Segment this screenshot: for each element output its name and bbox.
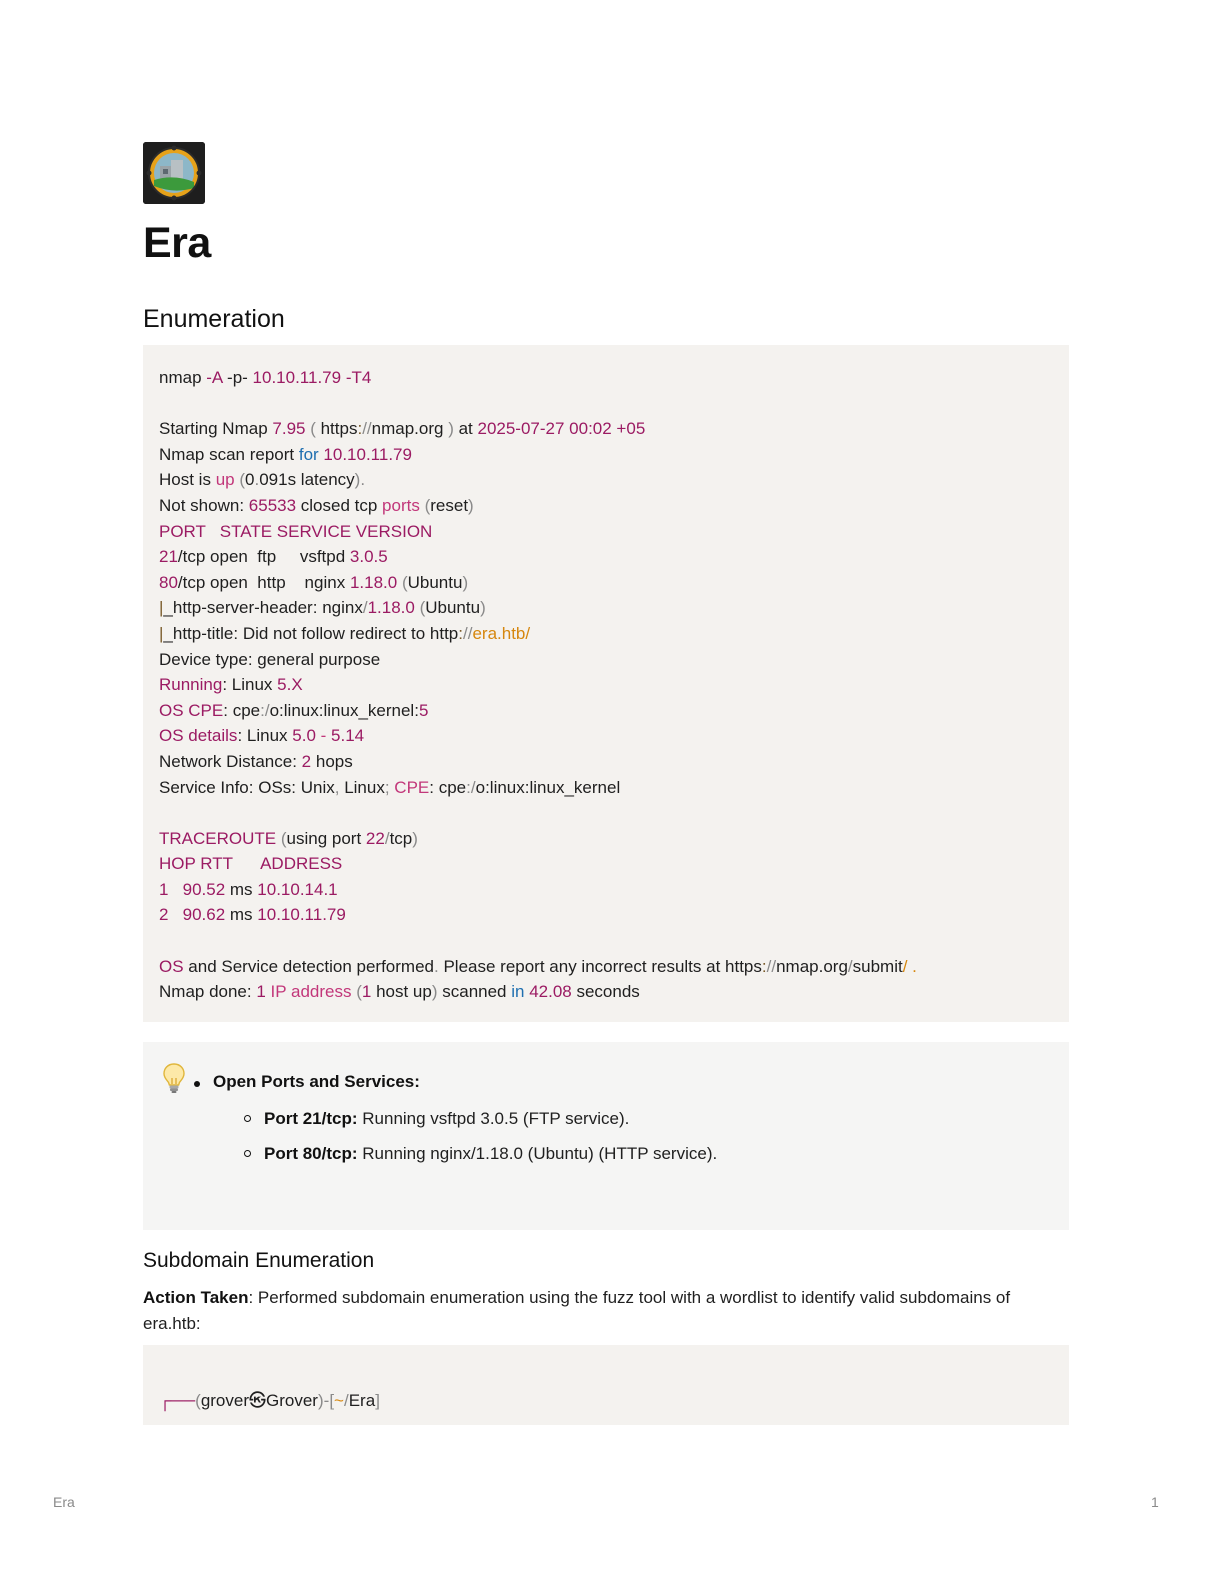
code-line — [159, 723, 1053, 749]
code-token: : — [429, 777, 439, 797]
code-token: OSs — [258, 777, 292, 797]
code-token: ) — [462, 572, 469, 592]
code-token: : — [247, 649, 258, 669]
action-label: Action Taken — [143, 1288, 249, 1307]
code-token: OS — [159, 956, 189, 976]
code-token: 1.18.0 — [349, 572, 402, 592]
code-line — [159, 570, 1053, 596]
code-token: : — [239, 495, 249, 515]
code-token: :/ — [466, 777, 476, 797]
port-description: Running nginx/1.18.0 (Ubuntu) (HTTP service). — [357, 1144, 718, 1163]
code-token: -p- — [227, 368, 253, 387]
code-token: Device type — [159, 649, 248, 669]
code-token: nginx — [322, 598, 363, 618]
code-token: era.htb/ — [472, 623, 531, 643]
code-token: 5 — [418, 700, 429, 720]
code-token: linux_kernel — [529, 777, 621, 797]
code-token: _http-title — [163, 623, 234, 643]
code-line — [159, 851, 1053, 877]
code-token: : — [292, 751, 302, 771]
code-token: | — [159, 598, 164, 618]
code-token: Linux — [344, 777, 385, 797]
code-token: 10.10.14.1 — [257, 879, 338, 899]
code-token: : — [458, 623, 463, 643]
hollow-bullet-icon — [244, 1150, 251, 1157]
code-token: . — [254, 470, 260, 490]
code-token: ~ — [334, 1391, 344, 1410]
code-token: 5.X — [277, 675, 303, 695]
code-token: : — [248, 777, 259, 797]
callout-list-item — [213, 1072, 420, 1092]
code-token: Linux — [246, 726, 293, 746]
code-token: 90.52 — [182, 879, 230, 899]
code-token: ). — [354, 470, 366, 490]
code-token: 10.10.11.79 — [257, 905, 346, 925]
code-token: https — [320, 419, 358, 439]
code-token: submit — [852, 956, 903, 976]
code-token: linux — [283, 700, 319, 720]
code-token: : — [237, 726, 247, 746]
code-token: Era — [348, 1391, 376, 1410]
code-token: / — [384, 828, 390, 848]
code-token: // — [362, 419, 372, 439]
code-line — [159, 493, 1053, 519]
code-token: ] — [375, 1391, 380, 1410]
code-token: ㉿ — [249, 1391, 266, 1410]
code-token: TRACEROUTE — [159, 828, 281, 848]
code-line — [159, 902, 1053, 928]
code-token: reset — [430, 495, 469, 515]
code-token: cpe — [232, 700, 261, 720]
code-line — [159, 647, 1053, 673]
footer-title: Era — [53, 1494, 75, 1510]
code-token: 0 — [245, 470, 255, 490]
code-token: : — [279, 700, 284, 720]
code-token: /tcp open http nginx — [177, 572, 350, 592]
code-token: - — [323, 1391, 330, 1410]
code-token: // — [463, 623, 473, 643]
code-line — [159, 775, 1053, 801]
code-token: / — [362, 598, 368, 618]
code-token: OS CPE — [159, 700, 224, 720]
code-token: Host is — [159, 470, 216, 490]
code-token: nmap.org — [776, 956, 848, 976]
code-token: : — [761, 956, 767, 976]
code-token: 5.0 — [292, 726, 321, 746]
code-token: ms — [229, 879, 258, 899]
code-token: : — [524, 777, 530, 797]
code-token: o — [269, 700, 280, 720]
code-token: / . — [902, 956, 917, 976]
code-token: ( — [239, 470, 245, 490]
code-token: closed tcp — [300, 495, 383, 515]
code-token: 091s latency — [259, 470, 355, 490]
code-token: ┌── — [159, 1391, 196, 1410]
code-token: 1 — [256, 982, 271, 1002]
code-token: /tcp open ftp vsftpd — [177, 547, 350, 567]
code-line — [159, 442, 1053, 468]
code-token: nmap — [159, 368, 207, 387]
code-token: seconds — [576, 982, 640, 1002]
code-token: 2 — [301, 751, 316, 771]
callout-sub-item — [264, 1109, 629, 1129]
code-token: for — [298, 444, 324, 464]
code-token: in — [511, 982, 530, 1002]
code-line — [159, 979, 1053, 1005]
code-token: ) — [317, 1391, 324, 1410]
code-token: // — [766, 956, 777, 976]
code-token: 10.10.11.79 — [252, 368, 346, 387]
code-token: o — [475, 777, 486, 797]
code-token: Grover — [266, 1391, 318, 1410]
page-number: 1 — [1151, 1494, 1159, 1510]
port-description: Running vsftpd 3.0.5 (FTP service). — [357, 1109, 630, 1128]
hollow-bullet-icon — [244, 1115, 251, 1122]
code-token: : — [246, 982, 257, 1002]
code-line — [159, 519, 1053, 545]
code-line — [159, 467, 1053, 493]
code-token: ) — [412, 828, 418, 848]
code-token: ( — [419, 598, 426, 618]
callout-heading: Open Ports and Services: — [213, 1072, 420, 1091]
code-line — [159, 928, 1053, 954]
code-token: ( — [280, 828, 287, 848]
code-token: CPE — [394, 777, 430, 797]
code-token: _http-server-header — [163, 598, 313, 618]
callout-sub-item — [264, 1144, 717, 1164]
shell-code-block[interactable] — [143, 1345, 1069, 1425]
code-token: and Service detection performed — [188, 956, 434, 976]
code-token: Nmap done — [159, 982, 247, 1002]
code-token: : — [485, 777, 490, 797]
code-line — [159, 954, 1053, 980]
code-token: ( — [356, 982, 362, 1002]
code-token: ( — [310, 419, 321, 439]
code-token: 2025-07-27 00:02 +05 — [477, 419, 646, 439]
code-token: cpe — [438, 777, 467, 797]
code-token: 65533 — [248, 495, 301, 515]
code-token: HOP RTT ADDRESS — [159, 854, 343, 874]
code-token: 10.10.11.79 — [323, 444, 412, 464]
code-token: scanned — [442, 982, 512, 1002]
code-token: at — [458, 419, 478, 439]
code-token: Ubuntu — [407, 572, 463, 592]
code-token: :/ — [260, 700, 270, 720]
code-token: Unix — [300, 777, 335, 797]
code-token: ) — [431, 982, 443, 1002]
code-token: tcp — [389, 828, 413, 848]
code-line — [159, 698, 1053, 724]
code-token: : — [318, 700, 324, 720]
code-token: ) — [468, 495, 474, 515]
code-token: Nmap scan report — [159, 444, 299, 464]
code-token: Please report any incorrect results at https — [443, 956, 762, 976]
bullet-icon — [194, 1081, 200, 1087]
code-line — [159, 826, 1053, 852]
code-line — [159, 416, 1053, 442]
code-line — [159, 749, 1053, 775]
code-token: 7.95 — [272, 419, 311, 439]
code-token: 3.0.5 — [349, 547, 388, 567]
code-line — [159, 365, 1053, 391]
code-token: ( — [424, 495, 431, 515]
code-token: ; — [384, 777, 395, 797]
machine-avatar-icon — [143, 142, 205, 204]
code-token: general purpose — [257, 649, 381, 669]
code-token: [ — [329, 1391, 335, 1410]
code-token: using port — [286, 828, 366, 848]
code-token: . — [434, 956, 444, 976]
code-token: 42.08 — [529, 982, 577, 1002]
code-token: IP address — [270, 982, 357, 1002]
code-token: / — [847, 956, 853, 976]
code-token: ( — [401, 572, 408, 592]
code-token: 5.14 — [331, 726, 365, 746]
callout-box — [143, 1042, 1069, 1230]
code-token: 1.18.0 — [367, 598, 420, 618]
code-token: linux_kernel — [323, 700, 415, 720]
code-line — [159, 391, 1053, 417]
code-token: nmap.org — [371, 419, 449, 439]
code-token: : — [291, 777, 301, 797]
code-token: Running — [159, 675, 223, 695]
enumeration-heading: Enumeration — [143, 305, 285, 333]
code-token: Starting Nmap — [159, 419, 273, 439]
code-token: 2 — [159, 905, 183, 925]
code-token: Did not follow redirect to http — [242, 623, 459, 643]
code-line — [159, 544, 1053, 570]
code-token: 90.62 — [182, 905, 230, 925]
code-token: -A — [206, 368, 228, 387]
code-token: 22 — [365, 828, 385, 848]
subdomain-heading: Subdomain Enumeration — [143, 1249, 375, 1272]
code-token: : — [233, 623, 243, 643]
code-token: : — [357, 419, 363, 439]
code-token: , — [334, 777, 345, 797]
code-line — [159, 672, 1053, 698]
lightbulb-icon — [161, 1062, 187, 1099]
code-token: Not shown — [159, 495, 240, 515]
code-token: | — [159, 623, 164, 643]
code-token: ports — [382, 495, 425, 515]
action-taken-paragraph — [143, 1285, 1069, 1336]
code-token: Network Distance — [159, 751, 293, 771]
shell-prompt-line — [159, 1388, 1053, 1414]
code-token: -T4 — [345, 368, 372, 387]
code-token: - — [320, 726, 332, 746]
page-title: Era — [143, 219, 211, 267]
code-token: Linux — [231, 675, 278, 695]
code-token: : — [223, 700, 233, 720]
code-token: : — [414, 700, 419, 720]
code-token: hops — [315, 751, 353, 771]
nmap-code-block[interactable] — [143, 345, 1069, 1022]
code-line — [159, 877, 1053, 903]
port-label: Port 21/tcp: — [264, 1109, 358, 1128]
code-token: linux — [489, 777, 525, 797]
code-line — [159, 621, 1053, 647]
code-token: Service Info — [159, 777, 249, 797]
code-line — [159, 800, 1053, 826]
code-token: 80 — [159, 572, 178, 592]
action-text: : Performed subdomain enumeration using the fuzz tool with a wordlist to identify valid subdomains of era.htb: — [143, 1288, 1011, 1333]
code-token: host up — [376, 982, 432, 1002]
code-token: PORT STATE SERVICE VERSION — [159, 521, 433, 541]
port-label: Port 80/tcp: — [264, 1144, 358, 1163]
code-token: 1 — [159, 879, 183, 899]
code-token: grover — [200, 1391, 249, 1410]
code-token: 21 — [159, 547, 178, 567]
code-token: / — [343, 1391, 349, 1410]
code-token: ( — [195, 1391, 201, 1410]
code-token: OS details — [159, 726, 238, 746]
code-token: : — [222, 675, 232, 695]
code-token: ) — [448, 419, 459, 439]
code-token: 1 — [361, 982, 377, 1002]
code-token: Ubuntu — [425, 598, 481, 618]
code-token: : — [312, 598, 323, 618]
code-token: up — [215, 470, 240, 490]
code-line — [159, 595, 1053, 621]
code-token: ) — [480, 598, 486, 618]
code-token: ms — [229, 905, 258, 925]
